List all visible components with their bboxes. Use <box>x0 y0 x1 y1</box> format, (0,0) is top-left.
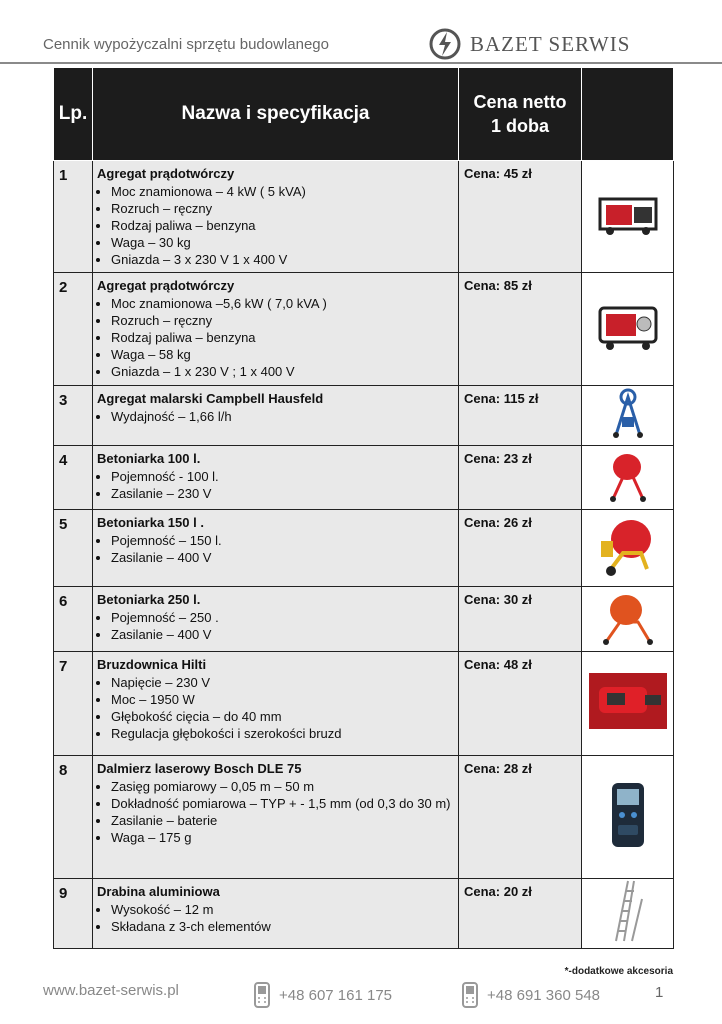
phone-2[interactable] <box>461 982 600 1008</box>
spec-list <box>93 468 458 502</box>
generator-icon <box>596 302 660 352</box>
header-image <box>582 68 674 161</box>
item-name: Betoniarka 100 l. <box>97 451 201 466</box>
spec-item: • Waga – 30 kg <box>111 234 458 251</box>
spec-item: • Pojemność - 100 l. <box>111 468 458 485</box>
item-price: Cena: 26 zł <box>464 515 532 530</box>
item-price: Cena: 48 zł <box>464 657 532 672</box>
accessories-footnote: *-dodatkowe akcesoria <box>564 966 673 977</box>
spec-list <box>93 183 458 268</box>
mobile-phone-icon <box>461 982 479 1008</box>
table-row <box>54 161 674 273</box>
item-price: Cena: 45 zł <box>464 166 532 181</box>
spec-item: • Moc znamionowa –5,6 kW ( 7,0 kVA ) <box>111 295 458 312</box>
spec-item: • Rodzaj paliwa – benzyna <box>111 329 458 346</box>
header-lp: Lp. <box>54 68 93 161</box>
item-price: Cena: 23 zł <box>464 451 532 466</box>
brand-name: BAZET SERWIS <box>470 31 631 56</box>
spec-item: • Waga – 58 kg <box>111 346 458 363</box>
table-row <box>54 510 674 587</box>
header-price <box>459 68 582 161</box>
table-header-row <box>54 68 674 161</box>
item-price: Cena: 115 zł <box>464 391 539 406</box>
mobile-phone-icon <box>253 982 271 1008</box>
spec-item: • Dokładność pomiarowa – TYP + - 1,5 mm (od 0,3 do 30 m) <box>111 797 458 810</box>
page-number: 1 <box>655 984 664 1001</box>
spec-list <box>93 674 458 742</box>
table-row <box>54 386 674 446</box>
spec-item: • Zasięg pomiarowy – 0,05 m – 50 m <box>111 778 458 795</box>
spec-item: • Regulacja głębokości i szerokości bruzd <box>111 725 458 742</box>
generator-icon <box>596 191 660 237</box>
spec-item: • Głębokość cięcia – do 40 mm <box>111 708 458 725</box>
concrete-mixer-icon <box>595 513 661 579</box>
spec-item: • Moc – 1950 W <box>111 691 458 708</box>
table-row <box>54 879 674 949</box>
spec-list <box>93 901 458 935</box>
phone-number: +48 691 360 548 <box>487 986 601 1004</box>
row-number: 5 <box>59 516 68 533</box>
row-number: 9 <box>59 885 68 902</box>
spec-item: • Rozruch – ręczny <box>111 312 458 329</box>
item-price: Cena: 20 zł <box>464 884 532 899</box>
page-footer <box>0 982 722 1006</box>
spec-list <box>93 778 458 846</box>
spec-item: • Rodzaj paliwa – benzyna <box>111 217 458 234</box>
item-name: Bruzdownica Hilti <box>97 657 207 672</box>
item-name: Agregat prądotwórczy <box>97 278 235 293</box>
row-number: 7 <box>59 658 68 675</box>
row-number: 2 <box>59 279 68 296</box>
item-name: Betoniarka 250 l. <box>97 592 201 607</box>
paint-sprayer-icon <box>606 387 650 439</box>
item-price: Cena: 28 zł <box>464 761 532 776</box>
page-title: Cennik wypożyczalni sprzętu budowlanego <box>43 36 329 53</box>
spec-item: • Gniazda – 1 x 230 V ; 1 x 400 V <box>111 363 458 380</box>
spec-item: • Rozruch – ręczny <box>111 200 458 217</box>
table-row <box>54 756 674 879</box>
wall-chaser-icon <box>589 673 667 729</box>
row-number: 6 <box>59 593 68 610</box>
ladder-icon <box>610 879 646 943</box>
row-number: 8 <box>59 762 68 779</box>
row-number: 3 <box>59 392 68 409</box>
table-row <box>54 587 674 652</box>
row-number: 4 <box>59 452 68 469</box>
spec-item: • Gniazda – 3 x 230 V 1 x 400 V <box>111 251 458 268</box>
item-name: Agregat malarski Campbell Hausfeld <box>97 391 324 406</box>
spec-item: • Pojemność – 250 . <box>111 609 458 626</box>
spec-item: • Zasilanie – 230 V <box>111 485 458 502</box>
laser-rangefinder-icon <box>610 781 646 849</box>
logo-emblem-icon <box>428 27 462 61</box>
spec-item: • Napięcie – 230 V <box>111 674 458 691</box>
spec-item: • Zasilanie – 400 V <box>111 549 458 566</box>
spec-item: • Pojemność – 150 l. <box>111 532 458 549</box>
item-price: Cena: 85 zł <box>464 278 532 293</box>
row-number: 1 <box>59 167 68 184</box>
phone-number: +48 607 161 175 <box>279 986 393 1004</box>
item-name: Dalmierz laserowy Bosch DLE 75 <box>97 761 302 776</box>
spec-list <box>93 295 458 380</box>
website-link[interactable]: www.bazet-serwis.pl <box>43 982 179 999</box>
price-table <box>53 67 674 949</box>
spec-item: • Waga – 175 g <box>111 829 458 846</box>
spec-item: • Wydajność – 1,66 l/h <box>111 408 458 425</box>
spec-list <box>93 532 458 566</box>
spec-list <box>93 609 458 643</box>
spec-list <box>93 408 458 425</box>
table-row <box>54 652 674 756</box>
spec-item: • Zasilanie – 400 V <box>111 626 458 643</box>
brand-logo <box>428 26 630 62</box>
header-divider <box>0 62 722 64</box>
spec-item: • Wysokość – 12 m <box>111 901 458 918</box>
item-name: Agregat prądotwórczy <box>97 166 235 181</box>
spec-item: • Składana z 3-ch elementów <box>111 918 458 935</box>
table-row <box>54 273 674 386</box>
concrete-mixer-icon <box>603 447 653 503</box>
phone-1[interactable] <box>253 982 392 1008</box>
header-price-line2: 1 doba <box>490 116 549 136</box>
item-name: Drabina aluminiowa <box>97 884 220 899</box>
header-price-line1: Cena netto <box>473 92 567 112</box>
header-name: Nazwa i specyfikacja <box>93 68 459 161</box>
item-price: Cena: 30 zł <box>464 592 532 607</box>
spec-item: • Zasilanie – baterie <box>111 812 458 829</box>
concrete-mixer-icon <box>598 588 658 646</box>
table-row <box>54 446 674 510</box>
item-name: Betoniarka 150 l . <box>97 515 204 530</box>
spec-item: • Moc znamionowa – 4 kW ( 5 kVA) <box>111 183 458 200</box>
